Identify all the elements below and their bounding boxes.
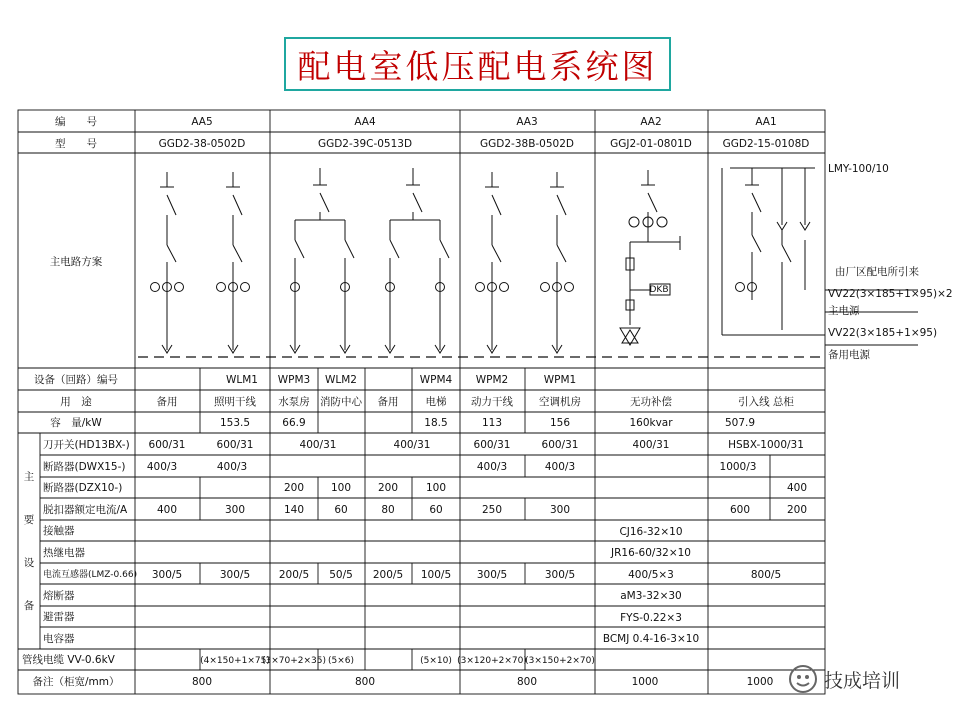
grid-lines — [18, 110, 825, 694]
feeder-aa3-2 — [541, 172, 574, 353]
usage: 水泵房 — [278, 396, 310, 408]
incoming-line1: 由厂区配电所引来 — [835, 266, 919, 278]
trip-current: 600 — [729, 504, 751, 516]
cabinet-id: AA1 — [755, 116, 777, 128]
device-id: WPM1 — [543, 374, 577, 386]
number-header: 编 号 — [55, 116, 97, 128]
cabinet-width: 800 — [191, 676, 213, 688]
breaker-dzx: 200 — [377, 482, 399, 494]
usage-label: 用 途 — [60, 396, 92, 408]
cable-spec: (5×10) — [420, 656, 452, 666]
trip-current: 140 — [283, 504, 305, 516]
note-label: 备注（柜宽/mm） — [32, 676, 120, 688]
knife-switch: HSBX-1000/31 — [728, 439, 804, 451]
usage: 消防中心 — [320, 396, 362, 408]
main-eq-char: 备 — [23, 600, 35, 612]
cabinet-model: GGJ2-01-0801D — [610, 138, 692, 150]
trip-current: 300 — [549, 504, 571, 516]
incoming-line2: VV22(3×185+1×95)×2 — [828, 288, 953, 300]
cable-spec: (3×150+2×70) — [525, 656, 595, 666]
eq-row-label: 断路器(DWX15-) — [43, 461, 126, 473]
capacity: 507.9 — [724, 417, 756, 429]
breaker-dwx: 1000/3 — [719, 461, 757, 473]
breaker-dwx: 400/3 — [544, 461, 576, 473]
breaker-dzx: 100 — [330, 482, 352, 494]
trip-current: 60 — [429, 504, 443, 516]
knife-switch: 400/31 — [393, 439, 431, 451]
arrester: FYS-0.22×3 — [620, 612, 682, 624]
cable-spec: (3×120+2×70) — [457, 656, 527, 666]
header-labels — [50, 115, 810, 295]
feeder-aa1 — [722, 168, 918, 345]
trip-current: 400 — [156, 504, 178, 516]
row-labels — [22, 373, 137, 688]
capacity: 160kvar — [629, 417, 673, 429]
capacity: 156 — [549, 417, 571, 429]
cabinet-model: GGD2-38-0502D — [158, 138, 246, 150]
breaker-dwx: 400/3 — [146, 461, 178, 473]
cabinet-id: AA5 — [191, 116, 213, 128]
cabinet-width: 1000 — [631, 676, 659, 688]
watermark-text: 技成培训 — [824, 669, 901, 692]
current-transformer: 300/5 — [544, 569, 576, 581]
feeder-aa3-1 — [476, 172, 509, 353]
eq-row-label: 电流互感器(LMZ-0.66) — [43, 570, 138, 580]
feeder-aa2 — [620, 170, 680, 345]
cabinet-width: 800 — [354, 676, 376, 688]
eq-row-label: 断路器(DZX10-) — [43, 482, 123, 494]
feeder-aa5-2 — [217, 172, 250, 353]
eq-row-label: 电容器 — [43, 633, 75, 645]
capacity-label: 容 量/kW — [50, 417, 102, 429]
current-transformer: 200/5 — [278, 569, 310, 581]
current-transformer: 300/5 — [151, 569, 183, 581]
capacity: 18.5 — [424, 417, 448, 429]
usage: 备用 — [377, 396, 399, 408]
current-transformer: 800/5 — [750, 569, 782, 581]
capacity: 153.5 — [219, 417, 251, 429]
usage: 引入线 总柜 — [738, 396, 794, 408]
capacity: 66.9 — [282, 417, 306, 429]
main-eq-char: 设 — [23, 557, 35, 569]
trip-current: 300 — [224, 504, 246, 516]
main-eq-char: 要 — [23, 514, 35, 526]
current-transformer: 100/5 — [420, 569, 452, 581]
eq-row-label: 刀开关(HD13BX-) — [43, 439, 130, 451]
knife-switch: 600/31 — [541, 439, 579, 451]
knife-switch: 600/31 — [148, 439, 186, 451]
feeder-aa5-1 — [151, 172, 184, 353]
usage: 电梯 — [425, 396, 447, 408]
cabinet-model: GGD2-15-0108D — [722, 138, 810, 150]
incoming-annotations — [828, 163, 953, 361]
trip-current: 80 — [381, 504, 395, 516]
wechat-icon — [788, 664, 818, 694]
model-header: 型 号 — [55, 138, 97, 150]
backup-source-label: 备用电源 — [828, 349, 870, 361]
device-id: WPM4 — [419, 374, 453, 386]
contactor: CJ16-32×10 — [619, 526, 683, 538]
cabinet-model: GGD2-39C-0513D — [317, 138, 413, 150]
breaker-dwx: 400/3 — [216, 461, 248, 473]
cable-spec: (3×70+2×35) — [261, 656, 327, 666]
device-label: 设备（回路）编号 — [34, 374, 118, 386]
main-source-cable: VV22(3×185+1×95) — [828, 327, 938, 339]
trip-current: 60 — [334, 504, 348, 516]
cabinet-id: AA2 — [640, 116, 662, 128]
current-transformer: 300/5 — [219, 569, 251, 581]
device-id: WLM1 — [226, 374, 258, 386]
knife-switch: 400/31 — [299, 439, 337, 451]
current-transformer: 400/5×3 — [628, 569, 674, 581]
device-id: WLM2 — [325, 374, 357, 386]
current-transformer: 200/5 — [372, 569, 404, 581]
capacity: 113 — [481, 417, 503, 429]
knife-switch: 400/31 — [632, 439, 670, 451]
feeder-aa4-2 — [385, 168, 449, 353]
device-id: WPM2 — [475, 374, 509, 386]
capacitor: BCMJ 0.4-16-3×10 — [602, 633, 700, 645]
usage: 动力干线 — [471, 396, 513, 408]
knife-switch: 600/31 — [473, 439, 511, 451]
fuse: aM3-32×30 — [620, 590, 682, 602]
knife-switch: 600/31 — [216, 439, 254, 451]
eq-row-label: 熔断器 — [43, 590, 75, 602]
page-title: 配电室低压配电系统图 — [284, 37, 671, 91]
breaker-dzx: 200 — [283, 482, 305, 494]
cabinet-id: AA3 — [516, 116, 538, 128]
eq-row-label: 接触器 — [43, 525, 75, 537]
thermal-relay: JR16-60/32×10 — [611, 547, 691, 559]
cabinet-width: 1000 — [746, 676, 774, 688]
breaker-dwx: 400/3 — [476, 461, 508, 473]
main-eq-char: 主 — [23, 471, 35, 483]
cabinet-width: 800 — [516, 676, 538, 688]
dkb-tag: DKB — [649, 285, 669, 295]
circuit-header: 主电路方案 — [49, 256, 103, 268]
cabinet-id: AA4 — [354, 116, 376, 128]
feeder-aa4-1 — [290, 168, 354, 353]
device-id: WPM3 — [277, 374, 311, 386]
eq-row-label: 热继电器 — [43, 547, 85, 559]
busbar-label: LMY-100/10 — [828, 163, 889, 175]
cable-spec: (5×6) — [327, 656, 355, 666]
trip-current: 200 — [786, 504, 808, 516]
eq-row-label: 避雷器 — [43, 611, 75, 623]
cable-spec: (4×150+1×75) — [200, 656, 270, 666]
eq-row-label: 脱扣器额定电流/A — [43, 504, 128, 516]
cable-label: 管线电缆 VV-0.6kV — [22, 654, 115, 666]
breaker-dzx: 400 — [786, 482, 808, 494]
current-transformer: 50/5 — [329, 569, 353, 581]
usage: 照明干线 — [214, 396, 256, 408]
watermark — [788, 664, 900, 694]
main-source-label: 主电源 — [828, 305, 860, 317]
breaker-dzx: 100 — [425, 482, 447, 494]
trip-current: 250 — [481, 504, 503, 516]
current-transformer: 300/5 — [476, 569, 508, 581]
cabinet-model: GGD2-38B-0502D — [480, 138, 574, 150]
usage: 备用 — [156, 396, 178, 408]
circuit-drawings — [151, 168, 919, 353]
usage: 空调机房 — [539, 396, 581, 408]
usage: 无功补偿 — [630, 396, 672, 408]
